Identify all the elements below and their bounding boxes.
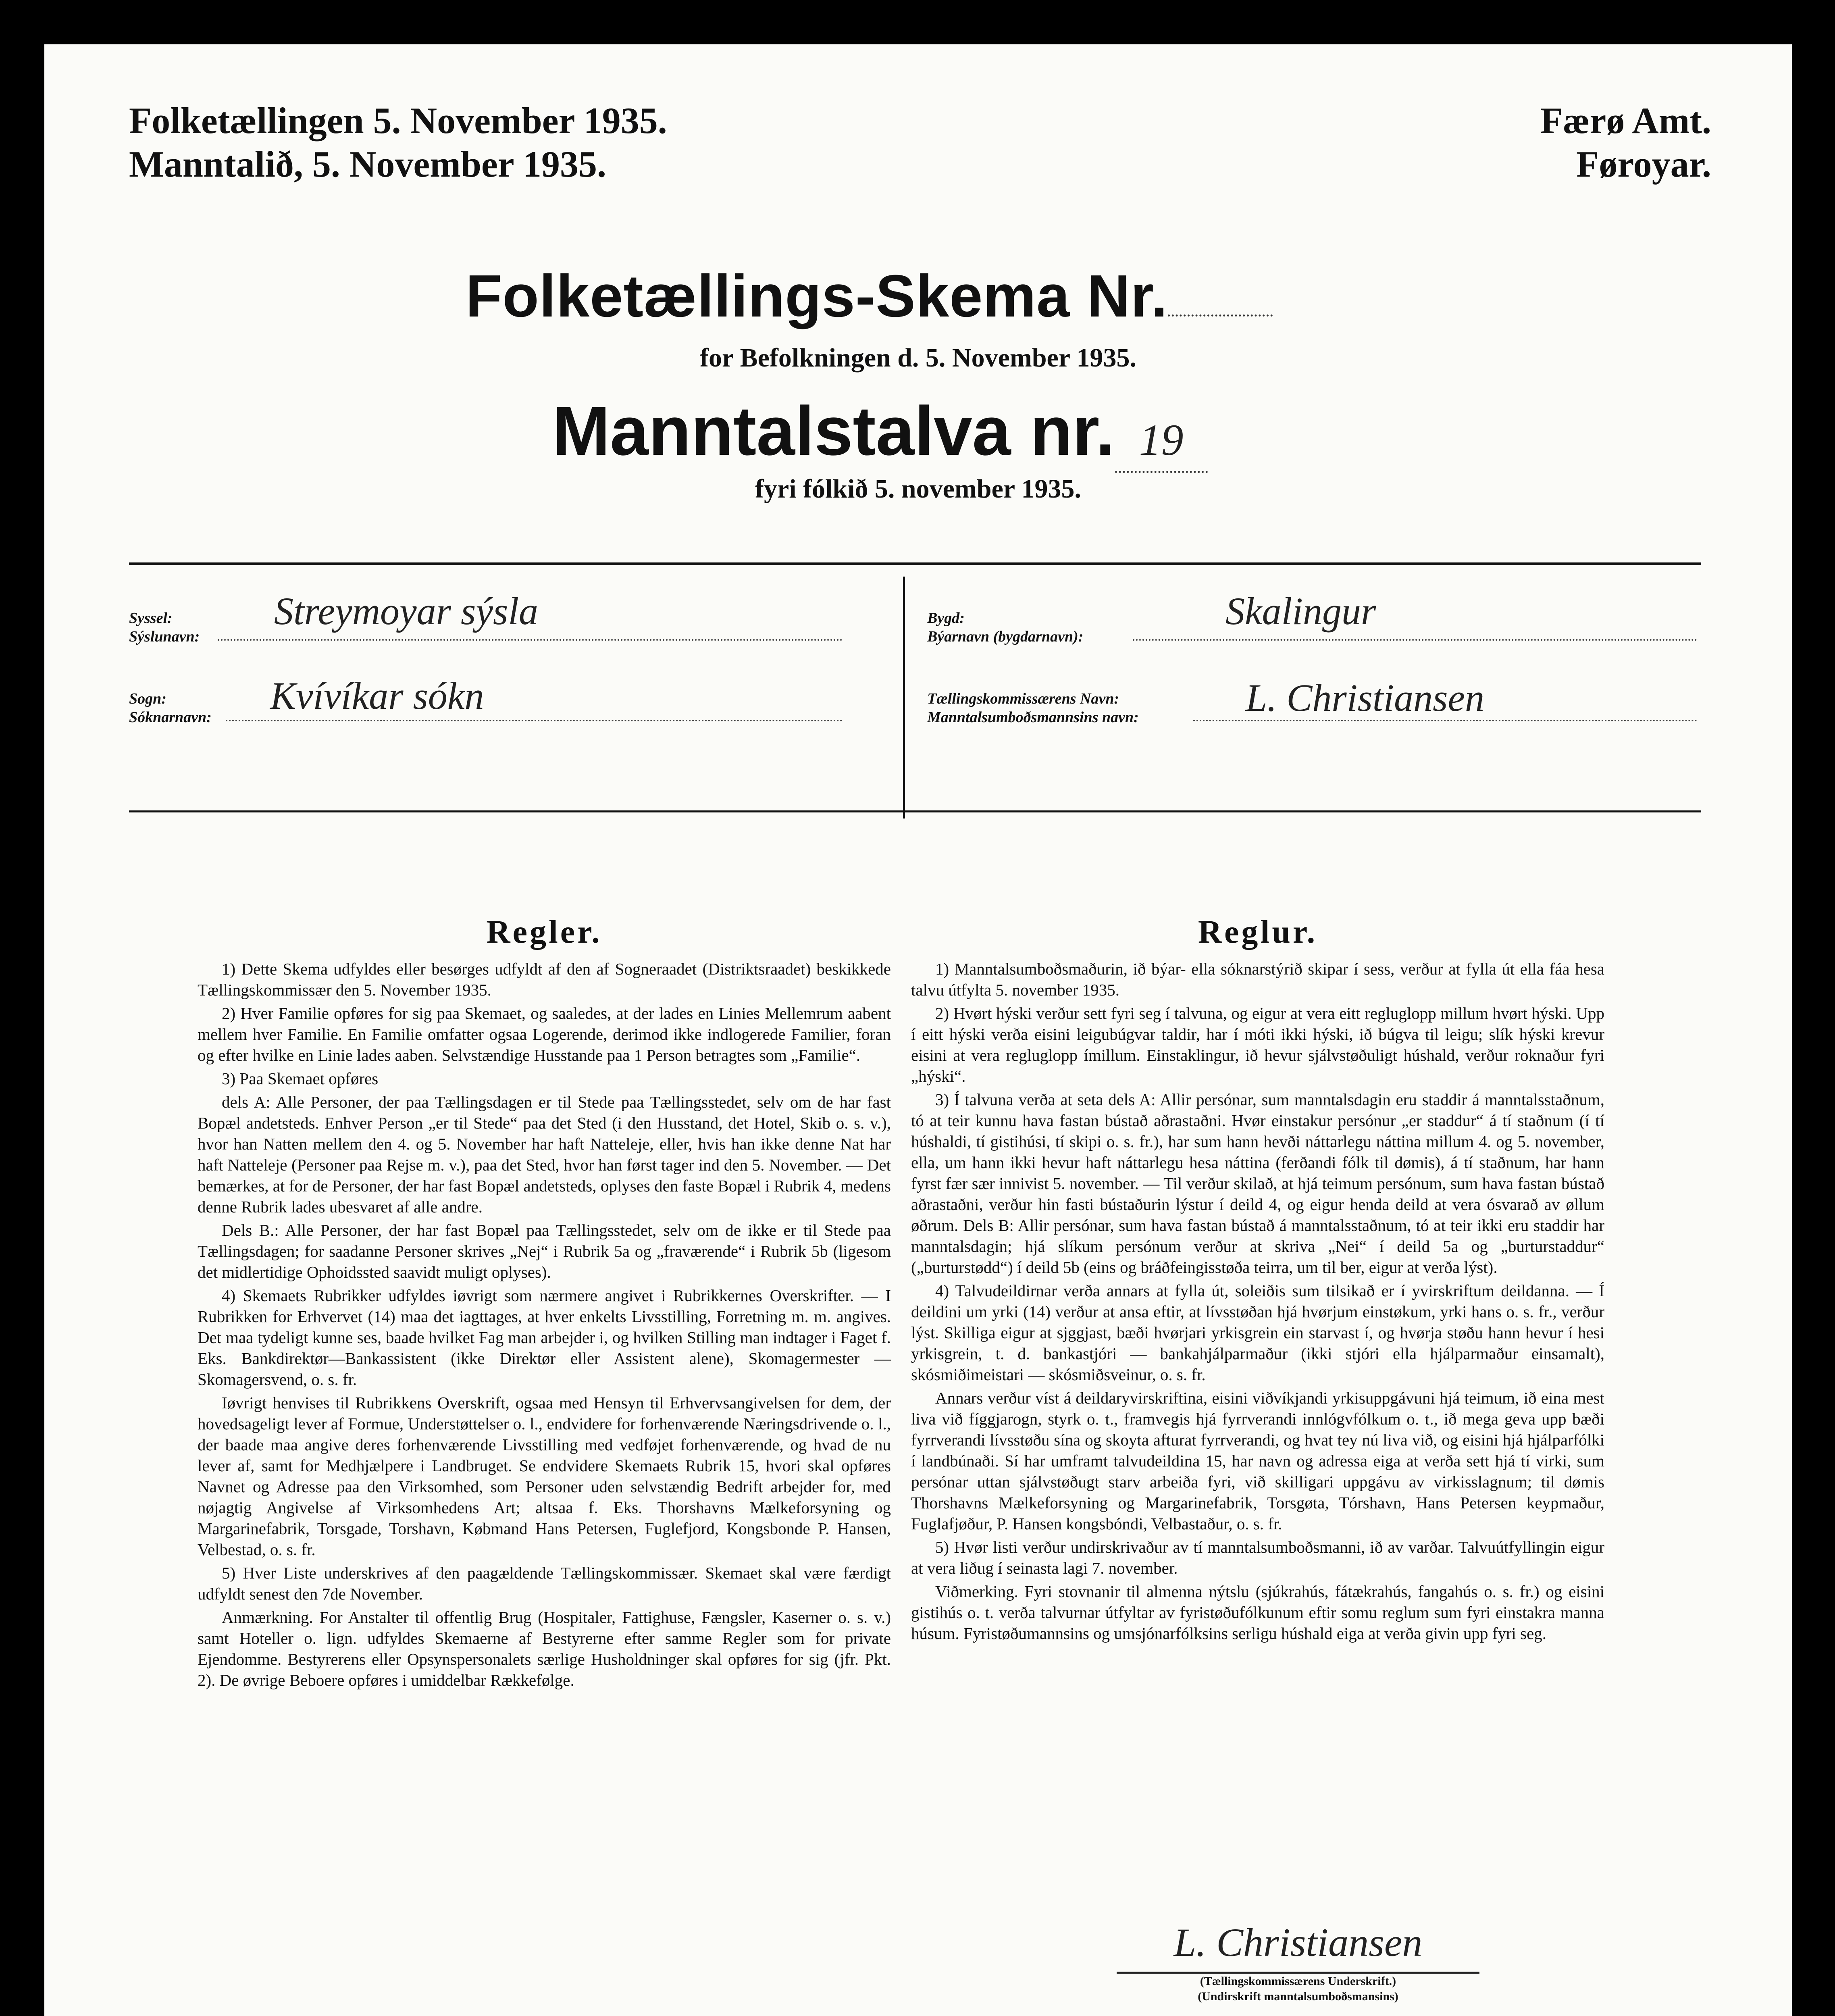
manntal-title-text: Manntalstalva nr.	[552, 392, 1115, 470]
sogn-label-da: Sogn:	[129, 690, 166, 707]
bygd-label	[927, 609, 1083, 646]
skema-title	[466, 262, 1273, 331]
sogn-line	[226, 720, 843, 721]
reglur-paragraph: Annars verður víst á deildaryvirskriftina, eisini viðvíkjandi yrkisuppgávuni hjá teimum, ið eina mest liva við fíggjarogn, styrk o. t., framvegis hjá fyrrverandi innlógvfólkum o. t., ið mega geva upp bæði fyrrverandi lívsstøðu sína og skoyta afturat fyrrverandi, og hvat tey nú liva við, og eisini hjá hjálparfólki í landbúnaði. Sí har umframt talvudeildina 15, har navn og adressa eiga at verða sett hjá tí virki, sum persónar uttan sjálvstøðugt starv arbeiða fyri, við skilligari uppgávu av virkisslagnum; til dømis Thorshavns Mælkeforsyning og Margarinefabrik, Torsgøta, Tórshavn, Hans Petersen keypmaður, Fuglafjøður, P. Hansen kongsbóndi, Velbastaður, o. s. fr.	[911, 1389, 1604, 1533]
regler-paragraph: 1) Dette Skema udfyldes eller besørges udfyldt af den af Sogneraadet (Distriktsraadet) beskikkede Tællingskommissær den 5. November 1935.	[198, 960, 891, 999]
kommissaer-label	[927, 689, 1139, 727]
bygd-value: Skalingur	[1225, 589, 1376, 633]
regler-paragraph: Dels B.: Alle Personer, der har fast Bopæl paa Tællingsstedet, selv om de ikke er til Stede paa Tællingsdagen; for saadanne Personer skrives „Nej“ i Rubrik 5a og „fraværende“ i Rubrik 5b (ligesom det midlertidige Ophoidssted saavidt muligt oplyses).	[198, 1221, 891, 1281]
bygd-line	[1133, 639, 1697, 641]
sogn-label	[129, 689, 212, 727]
syssel-value: Streymoyar sýsla	[274, 589, 538, 633]
regler-paragraph: 5) Hver Liste underskrives af den paagældende Tællingskommissær. Skemaet skal være færdigt udfyldt senest den 7de November.	[198, 1564, 891, 1603]
header-left	[129, 99, 667, 186]
bottom-rule	[129, 810, 1701, 812]
regler-paragraph: Anmærkning. For Anstalter til offentlig Brug (Hospitaler, Fattighuse, Fængsler, Kaserner o. s. v.) samt Hoteller o. lign. udfyldes Skemaerne af Bestyrerne efter samme Regler som for private Ejendomme. Bestyrerens eller Opsynspersonalets særlige Husholdninger skal opføres for sig (jfr. Pkt. 2). De øvrige Beboere opføres i umiddelbar Rækkefølge.	[198, 1608, 891, 1689]
syssel-label-fo: Sýslunavn:	[129, 628, 200, 645]
signature-caption-fo: (Undirskrift manntalsumboðsmansins)	[1198, 1990, 1398, 2003]
top-rule	[129, 562, 1701, 565]
kommissaer-value: L. Christiansen	[1246, 676, 1485, 719]
header-left-line2: Manntalið, 5. November 1935.	[129, 144, 607, 185]
header-right-line1: Færø Amt.	[1540, 100, 1711, 141]
reglur-paragraph: Viðmerking. Fyri stovnanir til almenna nýtslu (sjúkrahús, fátækrahús, fangahús o. s. fr.) og eisini gistihús o. t. verða talvurnar útfyltar av fyristøðufólkunum eftir somu reglum sum fyri einstakra manna húsum. Fyristøðumannsins og umsjónarfólksins serligu húshald eiga at verða givin upp fyri seg.	[911, 1582, 1604, 1643]
signature: L. Christiansen	[1173, 1920, 1423, 1965]
manntal-number-field	[1115, 391, 1208, 473]
regler-paragraph: 4) Skemaets Rubrikker udfyldes iøvrigt som nærmere angivet i Rubrikkernes Overskrifter. — I Rubrikken for Erhvervet (14) maa det iagttages, at hver enkelts Livsstilling, Forretning m. m. angives. Det maa tydeligt kunne ses, baade hvilket Fag man arbejder i, og hvilken Stilling man indtager i Faget f. Eks. Bankdirektør—Bankassistent (ikke Direktør eller Assistent alene), Skomagermester — Skomagersvend, o. s. fr.	[198, 1286, 891, 1389]
syssel-label-da: Syssel:	[129, 610, 173, 627]
syssel-line	[218, 639, 843, 641]
signature-block	[1072, 1919, 1524, 2004]
header-right-line2: Føroyar.	[1576, 144, 1711, 185]
sogn-label-fo: Sóknarnavn:	[129, 709, 212, 726]
reglur-heading: Reglur.	[1198, 913, 1318, 950]
regler-column	[198, 913, 891, 1693]
regler-paragraph: 2) Hver Familie opføres for sig paa Skemaet, og saaledes, at der lades en Linies Mellemrum aabent mellem hver Familie. En Familie omfatter ogsaa Logerende, derimod ikke indlogerede Familier, foran og efter hvilke en Linie lades aaben. Selvstændige Husstande paa 1 Person betragtes som „Familie“.	[198, 1004, 891, 1064]
signature-caption-da: (Tællingskommissærens Underskrift.)	[1200, 1974, 1396, 1988]
field-divider	[903, 577, 905, 818]
reglur-paragraph: 4) Talvudeildirnar verða annars at fylla út, soleiðis sum tilsikað er í yvirskriftum deildanna. — Í deildini um yrki (14) verður at ansa eftir, at lívsstøðan hjá hvørjum einstøkum, yrki hans o. s. fr., verður lýst. Skilliga eigur at sjggjast, bæði hvørjari yrkisgrein ein starvast í, og hvørja støðu hann hevur í hesi yrkisgrein, t. d. bankastjóri — bankahjálparmaður (ikki stjóri ella hjálparmaður einsamalt), skósmiðimeistari — skósmiðsveinur, o. s. fr.	[911, 1281, 1604, 1384]
header-right	[1540, 99, 1711, 186]
skema-number-blank	[1168, 310, 1273, 317]
bygd-label-da: Bygd:	[927, 610, 965, 627]
manntal-subtitle: fyri fólkið 5. november 1935.	[755, 474, 1082, 504]
skema-title-text: Folketællings-Skema Nr.	[466, 263, 1168, 329]
manntal-title	[552, 391, 1208, 473]
census-form	[44, 44, 1792, 2016]
kommissaer-label-fo: Manntalsumboðsmannsins navn:	[927, 709, 1139, 726]
sogn-value: Kvívíkar sókn	[270, 674, 484, 717]
skema-subtitle: for Befolkningen d. 5. November 1935.	[700, 343, 1136, 373]
kommissaer-label-da: Tællingskommissærens Navn:	[927, 690, 1119, 707]
regler-paragraph: Iøvrigt henvises til Rubrikkens Overskrift, ogsaa med Hensyn til Erhvervsangivelsen for dem, der hovedsageligt lever af Formue, Understøttelser o. l., endvidere for forhenværende Næringsdrivende o. l., der baade maa angive deres forhenværende Livsstilling med vedføjet forhenværende, og hvad de nu lever af, samt for Medhjælpere i Landbruget. Se endvidere Skemaets Rubrik 15, hvori skal opføres Navnet og Adresse paa den Virksomhed, som Personer uden selvstændig Bedrift arbejder for, med nøjagtig Angivelse af Virksomhedens Art; altsaa f. Eks. Thorshavns Mælkeforsyning og Margarinefabrik, Torsgade, Torshavn, Købmand Hans Petersen, Fuglefjord, Kongsbonde P. Hansen, Velbestad, o. s. fr.	[198, 1393, 891, 1559]
reglur-paragraph: 2) Hvørt hýski verður sett fyri seg í talvuna, og eigur at vera eitt regluglopp millum hvørt hýski. Upp í eitt hýski verða eisini leigubúgvar taldir, har í móti ikki hýski, ið búgva til leigu; slík hýski krevur eisini at vera regluglopp ímillum. Einstaklingur, ið hevur sjálvstøðuligt húshald, verður roknaður fyri „hýski“.	[911, 1004, 1604, 1085]
header-left-line1: Folketællingen 5. November 1935.	[129, 100, 667, 141]
reglur-paragraph: 5) Hvør listi verður undirskrivaður av tí manntalsumboðsmanni, ið av varðar. Talvuútfyllingin eigur at vera liðug í seinasta lagi 7. november.	[911, 1538, 1604, 1577]
syssel-label	[129, 609, 200, 646]
bygd-label-fo: Býarnavn (bygdarnavn):	[927, 628, 1084, 645]
regler-paragraph: 3) Paa Skemaet opføres	[222, 1069, 379, 1088]
regler-paragraph: dels A: Alle Personer, der paa Tællingsdagen er til Stede paa Tællingsstedet, selv om de har fast Bopæl andetsteds. Enhver Person „er til Stede“ paa det Sted (i den Husstand, det Hotel, Skib o. s. v.), hvor han Natten mellem den 4. og 5. November har haft Natteleje, eller, hvis han ikke denne Nat har haft Natteleje (Personer paa Rejse m. v.), paa det Sted, hvor han først tager ind den 5. November. — Det bemærkes, at for de Personer, der har fast Bopæl andetsteds, oplyses den faste Bopæl i Rubrik 4, medens denne Rubrik lades ubesvaret af alle andre.	[198, 1093, 891, 1216]
manntal-number: 19	[1139, 415, 1184, 464]
reglur-paragraph: 3) Í talvuna verða at seta dels A: Allir persónar, sum manntalsdagin eru staddir á manntalsstaðnum, tó at teir kunnu hava fastan bústað aðrastaðni. Hvør einstakur persónur „er staddur“ á tí staðnum (í tí húshaldi, tí gistihúsi, tí skipi o. s. fr.), har sum hann hevði náttarlegu náttina millum 4. og 5. november, ella, um hann ikki hevur haft náttarlegu hesa náttina (ferðandi fólk til dømis), á tí staðnum, har hann fyrst fær sær innivist 5. november. — Til verður skilað, at hjá teimum persónum, sum hava fastan bústað aðrastaðni, verður hin fasti bústaðurin lýstur í deild 4, og eigur henda deild at vera ósvarað av øllum øðrum. Dels B: Allir persónar, sum hava fastan bústað á manntalsstaðnum, tó at teir ikki eru staddir har manntalsdagin; hjá slíkum persónum verður at skriva „Nei“ í deild 5a og „burturstaddur“ („burturstødd“) í deild 5b (eins og bráðfeingisstøða teirra, um til ber, eigur at verða lýst).	[911, 1090, 1604, 1277]
reglur-column	[911, 913, 1604, 1646]
regler-heading: Regler.	[486, 913, 602, 950]
reglur-paragraph: 1) Manntalsumboðsmaðurin, ið býar- ella sóknarstýrið skipar í sess, verður at fylla út ella fáa hesa talvu útfylta 5. november 1935.	[911, 960, 1604, 999]
